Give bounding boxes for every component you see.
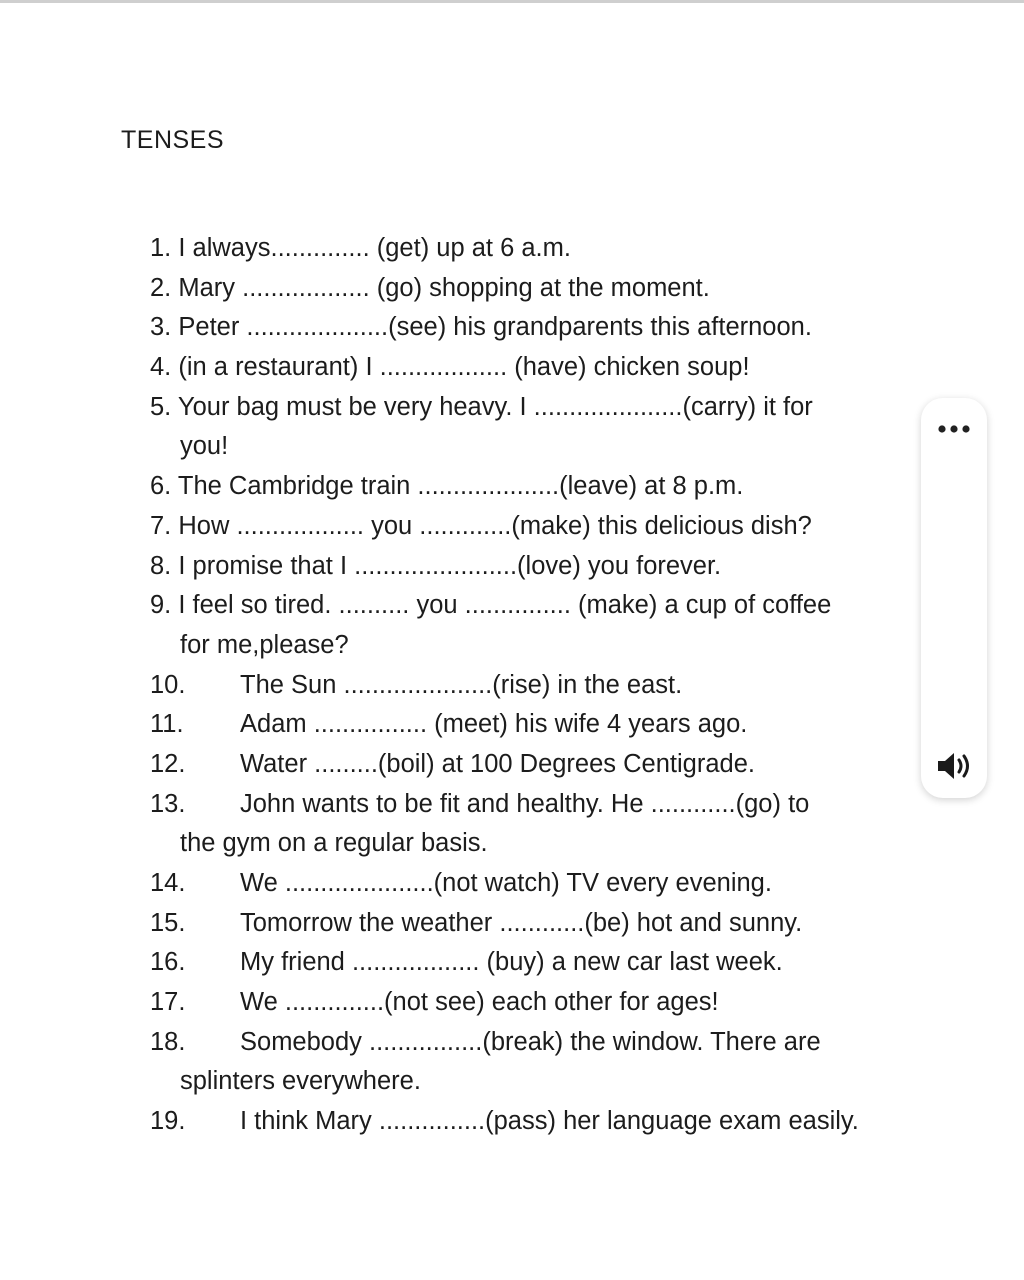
line-text: I always.............. (get) up at 6 a.m.: [178, 234, 571, 262]
line-text: Tomorrow the weather ............(be) hot and sunny.: [240, 908, 803, 937]
line-number: 15.: [150, 908, 186, 937]
line-number: 5.: [150, 392, 172, 421]
exercise-line: [150, 705, 910, 745]
line-text: The Sun .....................(rise) in the east.: [240, 670, 683, 699]
line-number: 16.: [150, 948, 186, 977]
exercise-line: [150, 983, 910, 1023]
line-text: Your bag must be very heavy. I .....................(carry) it for: [177, 392, 813, 421]
line-number: 18.: [150, 1027, 186, 1056]
line-text: I feel so tired. .......... you ............... (make) a cup of coffee: [178, 591, 832, 620]
line-text: We ..............(not see) each other for ages!: [240, 988, 719, 1017]
exercise-line: [150, 666, 910, 706]
line-number: 8.: [150, 551, 172, 580]
exercise-line: [150, 1102, 910, 1142]
line-text: John wants to be fit and healthy. He ............(go) to: [240, 789, 810, 818]
exercise-line: [150, 785, 910, 825]
exercise-line: [150, 745, 910, 785]
exercise-list: [150, 229, 910, 1142]
speaker-icon[interactable]: [933, 748, 975, 784]
page-title: TENSES: [121, 126, 225, 154]
line-text: Mary .................. (go) shopping at the moment.: [178, 273, 710, 302]
line-number: 11.: [150, 710, 184, 739]
exercise-line: [150, 507, 910, 547]
line-text: I think Mary ...............(pass) her language exam easily.: [240, 1107, 859, 1136]
exercise-line: [150, 229, 910, 269]
line-number: 7.: [150, 511, 172, 540]
line-text: you!: [180, 432, 229, 461]
exercise-line-continuation: [150, 824, 910, 864]
line-number: 14.: [150, 869, 186, 897]
top-divider: [0, 0, 1024, 3]
exercise-line: [150, 943, 910, 983]
exercise-line: [150, 904, 910, 944]
line-text: My friend .................. (buy) a new car last week.: [240, 948, 783, 977]
line-number: 9.: [150, 591, 172, 620]
exercise-line: [150, 547, 910, 587]
exercise-line: [150, 467, 910, 507]
exercise-line: [150, 586, 910, 626]
exercise-line: [150, 1023, 910, 1063]
line-number: 10.: [150, 670, 186, 699]
exercise-line-continuation: [150, 626, 910, 666]
line-text: Adam ................ (meet) his wife 4 years ago.: [240, 710, 748, 739]
more-horizontal-icon[interactable]: [933, 416, 975, 442]
line-text: Somebody ................(break) the window. There are: [240, 1027, 821, 1056]
line-number: 1.: [150, 234, 172, 262]
floating-side-panel: [921, 398, 987, 798]
line-number: 13.: [150, 789, 186, 818]
line-text: splinters everywhere.: [180, 1067, 421, 1096]
line-number: 4.: [150, 353, 172, 382]
exercise-line: [150, 348, 910, 388]
line-text: I promise that I .......................(love) you forever.: [178, 551, 722, 580]
line-text: Peter ....................(see) his grandparents this afternoon.: [178, 313, 812, 342]
exercise-line: [150, 269, 910, 309]
line-number: 12.: [150, 749, 186, 778]
line-number: 6.: [150, 472, 172, 501]
exercise-line: [150, 308, 910, 348]
line-number: 17.: [150, 988, 186, 1017]
line-text: for me,please?: [180, 630, 349, 659]
line-number: 3.: [150, 313, 172, 342]
line-text: How .................. you .............(make) this delicious dish?: [178, 511, 812, 540]
exercise-line: [150, 388, 910, 428]
line-number: 19.: [150, 1107, 186, 1136]
line-text: We .....................(not watch) TV every evening.: [240, 869, 772, 897]
line-text: the gym on a regular basis.: [180, 829, 488, 858]
exercise-line-continuation: [150, 1062, 910, 1102]
line-text: The Cambridge train ....................(leave) at 8 p.m.: [177, 472, 744, 501]
line-text: (in a restaurant) I .................. (have) chicken soup!: [178, 353, 750, 382]
line-text: Water .........(boil) at 100 Degrees Centigrade.: [240, 749, 755, 778]
exercise-line: [150, 864, 910, 904]
exercise-line-continuation: [150, 427, 910, 467]
line-number: 2.: [150, 273, 172, 302]
